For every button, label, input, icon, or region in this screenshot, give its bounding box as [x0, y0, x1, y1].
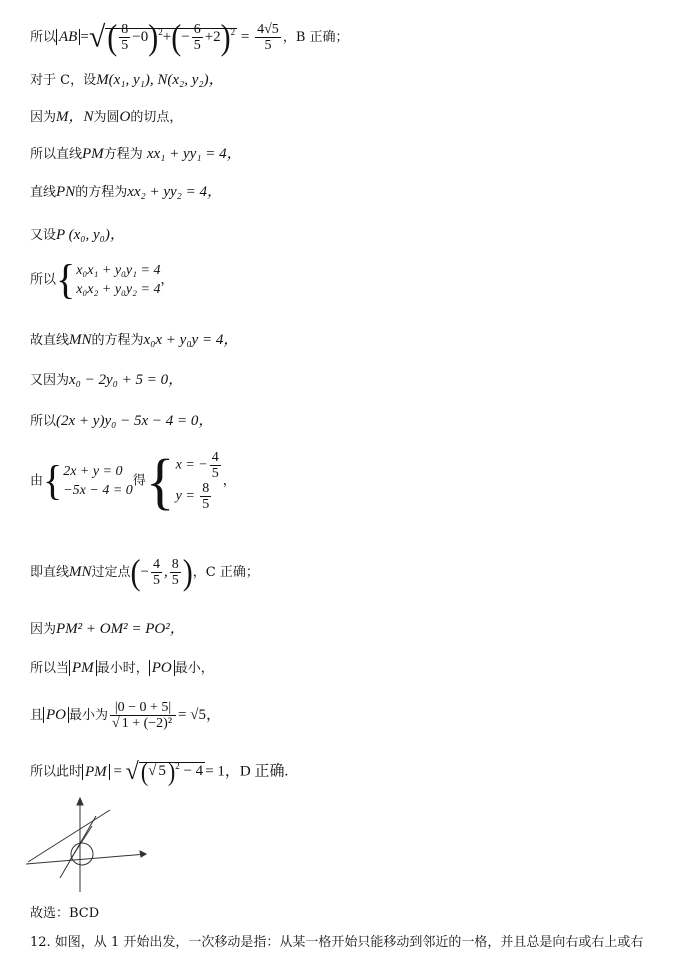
line-p-on-line: [30, 373, 183, 388]
m: MN: [69, 332, 92, 348]
m: PN: [56, 184, 76, 200]
den: √ 1 + (−2)²: [112, 716, 173, 731]
t: 所以当: [30, 661, 70, 676]
line-tangent-points: [30, 110, 182, 125]
t: 最小时，: [96, 661, 149, 676]
m: xx₂ + yy₂ = 4，: [127, 184, 223, 200]
t: 的方程为: [91, 333, 144, 348]
sqrt-sign: √: [88, 20, 106, 54]
t: 得: [132, 473, 146, 489]
left-brace: {: [145, 446, 175, 516]
b-correct: ，B 正确；: [282, 30, 349, 45]
t: 因为: [30, 622, 57, 637]
line-pm-value: 所以此时 PM = √(√ 5)$^2$ − 4 = 1，D 正确.: [30, 756, 289, 787]
t: 过定点: [91, 565, 131, 580]
math-ab: AB: [56, 29, 80, 45]
line-system-1: [30, 255, 174, 304]
t: 又设: [30, 228, 57, 243]
m: M，: [56, 109, 84, 125]
m: = √5，: [178, 707, 221, 723]
row: 2x + y = 0: [63, 464, 123, 479]
line-mn: [70, 826, 92, 860]
t: 所以直线: [30, 147, 83, 162]
line-pythagoras: [30, 622, 185, 637]
m: N: [83, 109, 94, 125]
t: 因为: [30, 110, 57, 125]
t: 所以: [30, 414, 57, 429]
den-text: 1 + (−2)²: [121, 716, 173, 731]
tangent-diagram: [26, 796, 151, 892]
m: PM: [82, 146, 104, 162]
m: PM: [82, 764, 110, 780]
line-fixed-point: 即直线MN过定点(− $\frac{4}{5}$ , $\frac{8}{5}$ )，C 正确；: [30, 552, 259, 592]
answer: 故选：BCD: [30, 906, 100, 921]
t: ，: [160, 272, 174, 288]
row: x₀x₂ + y₀y₂ = 4: [76, 282, 161, 297]
m: PM: [69, 660, 97, 676]
text: 对于 C，设: [30, 73, 97, 88]
y-arrow: [77, 798, 83, 805]
line-ab-length: 所以 AB =√( $\frac{8}{5}$ −0)$^2$+(− $\frac{6}{5}$ +2)$^2$ = $\frac{4√5}{5}$ ，B 正确；: [30, 17, 349, 57]
line-mn-equation: [30, 333, 238, 348]
system: [63, 462, 133, 500]
tangent-line-1: [28, 810, 110, 862]
line-set-p: [30, 228, 125, 243]
line-pn-equation: [30, 185, 222, 200]
t: 由: [30, 473, 44, 489]
m: P (x₀, y₀)，: [56, 227, 125, 243]
t: 所以此时: [30, 764, 83, 780]
system: [76, 261, 160, 299]
m: O: [119, 109, 131, 125]
t: 故直线: [30, 333, 70, 348]
solution: x = − $\frac{4}{5}$ y = $\frac{8}{5}$: [175, 450, 219, 512]
line-system-2: [30, 446, 236, 516]
m: PO: [149, 660, 175, 676]
t: ，: [222, 473, 236, 489]
x-axis: [26, 854, 146, 864]
distance-fraction: [110, 700, 176, 731]
num: |0 − 0 + 5|: [110, 700, 176, 716]
line-pm-equation: [30, 147, 242, 162]
text-prefix: 所以: [30, 30, 57, 45]
t: 又因为: [30, 373, 70, 388]
m: x₀ − 2y₀ + 5 = 0，: [69, 372, 184, 388]
t: 最小为: [69, 708, 109, 723]
math: M(x₁, y₁), N(x₂, y₂)，: [96, 72, 224, 88]
left-brace: {: [56, 255, 76, 304]
m: PM² + OM² = PO²，: [56, 621, 185, 637]
x-arrow: [140, 851, 146, 857]
t: 的方程为: [75, 185, 128, 200]
t: 直线: [30, 185, 57, 200]
m: PO: [43, 707, 69, 723]
line-po-min: [30, 700, 221, 731]
question-12: 12. 如图，从 1 开始出发，一次移动是指：从某一格开始只能移动到邻近的一格，并且总是向右或右上或右: [30, 935, 644, 950]
t: 的切点，: [130, 110, 183, 125]
line-minimum: [30, 661, 214, 676]
row: x₀x₁ + y₀y₁ = 4: [76, 263, 161, 278]
line-set-mn: [30, 73, 224, 88]
m: (2x + y)y₀ − 5x − 4 = 0，: [56, 413, 214, 429]
t: 且: [30, 708, 44, 723]
t: 方程为: [103, 147, 143, 162]
line-combined: [30, 414, 213, 429]
d-correct: = 1，D 正确.: [205, 763, 289, 780]
m: xx₁ + yy₁ = 4，: [146, 146, 242, 162]
row: −5x − 4 = 0: [63, 483, 133, 498]
m: x₀x + y₀y = 4，: [143, 332, 239, 348]
c-correct: ，C 正确；: [192, 565, 259, 580]
sqrt-content: ( $\frac{8}{5}$ −0)$^2$+(− $\frac{6}{5}$ +2)$^2$: [107, 17, 236, 57]
t: 最小，: [174, 661, 214, 676]
t: 所以: [30, 272, 57, 288]
left-brace: {: [43, 456, 63, 505]
t: 为圆: [93, 110, 120, 125]
m: MN: [69, 564, 92, 580]
t: 即直线: [30, 565, 70, 580]
